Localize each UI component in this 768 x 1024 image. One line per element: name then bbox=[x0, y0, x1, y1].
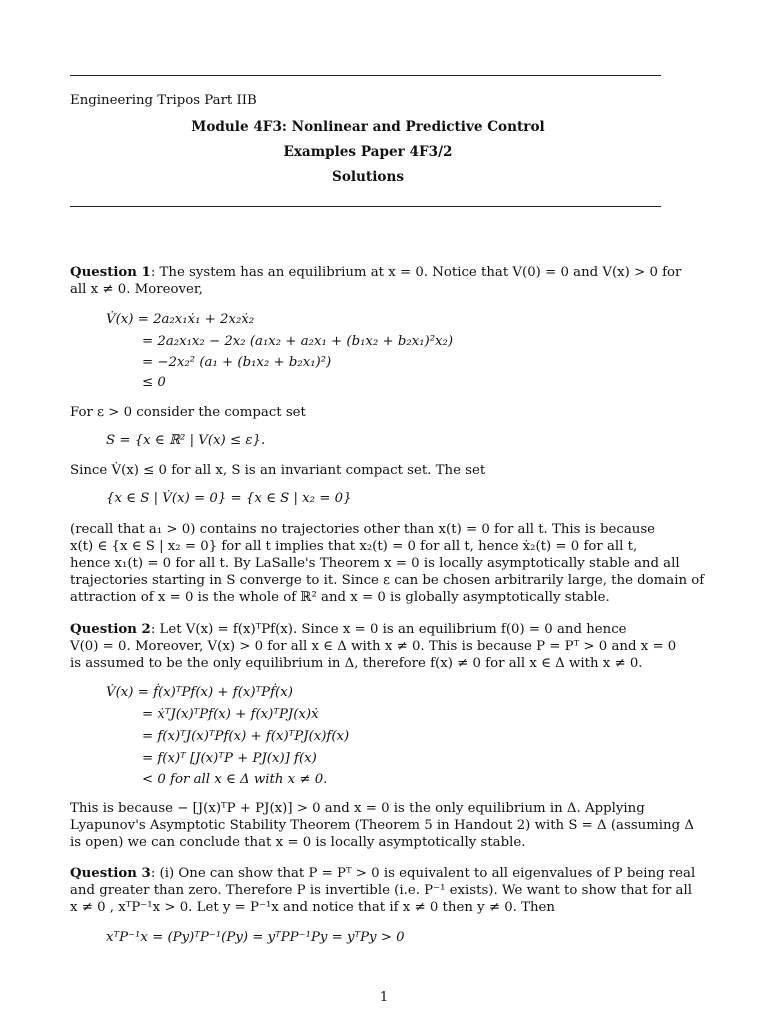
q2-eq-3: = f(x)ᵀJ(x)ᵀPf(x) + f(x)ᵀPJ(x)f(x) bbox=[142, 729, 350, 744]
q2-eq-5: < 0 for all x ∈ Δ with x ≠ 0. bbox=[142, 772, 328, 787]
q3-eq-1: xᵀP⁻¹x = (Py)ᵀP⁻¹(Py) = yᵀPP⁻¹Py = yᵀPy > 0 bbox=[106, 930, 405, 945]
q3-line-2: and greater than zero. Therefore P is invertible (i.e. P⁻¹ exists). We want to show that for all bbox=[70, 883, 692, 898]
q1-label: Question 1 bbox=[70, 265, 151, 280]
q1-eq-3: = −2x₂² (a₁ + (b₁x₂ + b₂x₁)²) bbox=[142, 355, 332, 370]
q2-line-1: Question 2: Let V(x) = f(x)ᵀPf(x). Since x = 0 is an equilibrium f(0) = 0 and hence bbox=[70, 622, 627, 637]
q1-line-4: Since V̇(x) ≤ 0 for all x, S is an invariant compact set. The set bbox=[70, 463, 486, 478]
q1-line-8: trajectories starting in S converge to it. Since ε can be chosen arbitrarily large, the domain of bbox=[70, 573, 705, 588]
q1-eq-1: V̇(x) = 2a₂x₁ẋ₁ + 2x₂ẋ₂ bbox=[106, 312, 255, 327]
q1-eq-4: ≤ 0 bbox=[142, 375, 166, 390]
header-rule bbox=[70, 206, 661, 207]
page-number: 1 bbox=[379, 990, 389, 1005]
q3-line-1: Question 3: (i) One can show that P = Pᵀ > 0 is equivalent to all eigenvalues of P being real bbox=[70, 866, 696, 881]
q1-line-2: all x ≠ 0. Moreover, bbox=[70, 282, 204, 297]
q1-line-1: Question 1: The system has an equilibrium at x = 0. Notice that V(0) = 0 and V(x) > 0 for bbox=[70, 265, 682, 280]
q1-line-9: attraction of x = 0 is the whole of ℝ² and x = 0 is globally asymptotically stable. bbox=[70, 590, 610, 605]
q2-eq-4: = f(x)ᵀ [J(x)ᵀP + PJ(x)] f(x) bbox=[142, 751, 317, 766]
q3-line-3: x ≠ 0 , xᵀP⁻¹x > 0. Let y = P⁻¹x and notice that if x ≠ 0 then y ≠ 0. Then bbox=[70, 900, 555, 915]
q2-eq-2: = ẋᵀJ(x)ᵀPf(x) + f(x)ᵀPJ(x)ẋ bbox=[142, 707, 319, 722]
q1-line-6: x(t) ∈ {x ∈ S | x₂ = 0} for all t implies that x₂(t) = 0 for all t, hence ẋ₂(t) = 0 for all t, bbox=[70, 539, 638, 554]
q1-eq-set-s: S = {x ∈ ℝ² | V(x) ≤ ε}. bbox=[106, 433, 266, 448]
q1-eq-set: {x ∈ S | V̇(x) = 0} = {x ∈ S | x₂ = 0} bbox=[106, 491, 352, 506]
course-line: Engineering Tripos Part IIB bbox=[70, 93, 257, 108]
q2-line-4: This is because − [J(x)ᵀP + PJ(x)] > 0 and x = 0 is the only equilibrium in Δ. Applying bbox=[70, 801, 645, 816]
module-title: Module 4F3: Nonlinear and Predictive Control bbox=[191, 119, 545, 135]
q2-line-3: is assumed to be the only equilibrium in Δ, therefore f(x) ≠ 0 for all x ∈ Δ with x ≠ 0. bbox=[70, 656, 643, 671]
solutions-title: Solutions bbox=[332, 169, 404, 185]
q1-line-5: (recall that a₁ > 0) contains no trajectories other than x(t) = 0 for all t. This is because bbox=[70, 522, 656, 537]
q2-line-5: Lyapunov's Asymptotic Stability Theorem (Theorem 5 in Handout 2) with S = Δ (assuming Δ bbox=[70, 818, 694, 833]
q2-line-6: is open) we can conclude that x = 0 is locally asymptotically stable. bbox=[70, 835, 526, 850]
q1-line-3: For ε > 0 consider the compact set bbox=[70, 405, 306, 420]
q2-label: Question 2 bbox=[70, 622, 151, 637]
q2-eq-1: V̇(x) = ḟ(x)ᵀPf(x) + f(x)ᵀPḟ(x) bbox=[106, 685, 293, 700]
paper-title: Examples Paper 4F3/2 bbox=[283, 144, 453, 160]
q1-line-7: hence x₁(t) = 0 for all t. By LaSalle's Theorem x = 0 is locally asymptotically stable and all bbox=[70, 556, 680, 571]
q3-label: Question 3 bbox=[70, 866, 151, 881]
q1-eq-2: = 2a₂x₁x₂ − 2x₂ (a₁x₂ + a₂x₁ + (b₁x₂ + b₂x₁)²x₂) bbox=[142, 334, 454, 349]
q2-line-2: V(0) = 0. Moreover, V(x) > 0 for all x ∈ Δ with x ≠ 0. This is because P = Pᵀ > 0 and x = 0 bbox=[70, 639, 677, 654]
top-rule bbox=[70, 75, 661, 76]
